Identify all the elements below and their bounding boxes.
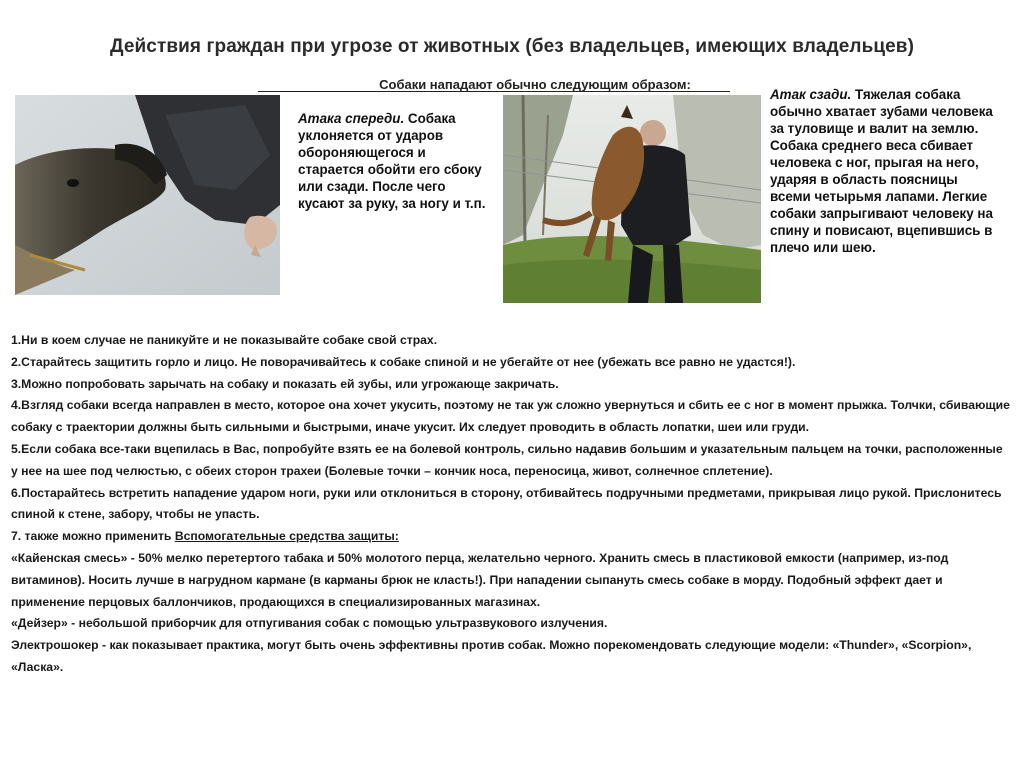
instructions-body: [11, 330, 1011, 679]
rule-3: 3.Можно попробовать зарычать на собаку и показать ей зубы, или угрожающе закричать.: [11, 376, 559, 391]
subtitle: Собаки нападают обычно следующим образом:: [379, 77, 691, 92]
back-attack-caption: [770, 86, 1000, 256]
front-attack-text: Собака уклоняется от ударов обороняющегося и старается обойти его сбоку или сзади. После чего кусают за руку, за ногу и т.п.: [298, 111, 486, 211]
extra-cayenne: «Кайенская смесь» - 50% мелко перетертого табака и 50% молотого перца, желательно черного. Хранить смесь в пластиковой емкости (например, из-под витаминов). Носить лучше в нагрудном кармане (в карманы брюк не класть!). При нападении сыпануть смесь собаке в морду. Подобный эффект дает и применение перцовых баллончиков, продающихся в специализированных магазинах.: [11, 550, 949, 609]
back-attack-heading: Атак сзади.: [770, 87, 852, 102]
dog-biting-arm-photo: [15, 95, 280, 295]
rule-7: [11, 526, 1011, 548]
page-title: Действия граждан при угрозе от животных (без владельцев, имеющих владельцев): [109, 36, 915, 57]
rule-4: 4.Взгляд собаки всегда направлен в место, которое она хочет укусить, поэтому не так уж сложно увернуться и сбить ее с ног в момент прыжка. Толчки, сбивающие собаку с траектории должны быть сильными и быстрыми, иначе укусит. Их следует проводить в область лопатки, шеи или груди.: [11, 398, 1010, 435]
rule-1: 1.Ни в коем случае не паникуйте и не показывайте собаке свой страх.: [11, 333, 438, 347]
dog-jumping-on-man-photo: [503, 95, 761, 303]
rule-5: 5.Если собака все-таки вцепилась в Вас, попробуйте взять ее на болевой контроль, сильно надавив большим и указательным пальцем на точки, расположенные у нее на шее под челюстью, с обеих сторон трахеи (Болевые точки – кончик носа, переносица, живот, солнечное сплетение).: [11, 441, 1003, 478]
rule-6: 6.Постарайтесь встретить нападение ударом ноги, руки или отклониться в сторону, отбивайтесь подручными предметами, прикрывая лицо рукой. Прислонитесь спиной к стене, забору, чтобы не упасть.: [11, 485, 1002, 522]
extra-stun-gun: Электрошокер - как показывает практика, могут быть очень эффективны против собак. Можно порекомендовать следующие модели: «Thunder», «Scorpion», «Ласка».: [11, 638, 972, 674]
front-attack-heading: Атака спереди.: [298, 111, 405, 126]
extra-dazer: «Дейзер» - небольшой приборчик для отпугивания собак с помощью ультразвукового излучения.: [11, 616, 608, 631]
rule-2: 2.Старайтесь защитить горло и лицо. Не поворачивайтесь к собаке спиной и не убегайте от нее (убежать все равно не удастся!).: [11, 354, 796, 369]
back-attack-text: Тяжелая собака обычно хватает зубами человека за туловище и валит на землю. Собака среднего веса сбивает человека с ног, прыгая на него, ударяя в область поясницы всеми четырьмя лапами. Легкие собаки запрыгивают человеку на спину и повисают, вцепившись в плечо или шею.: [770, 87, 993, 255]
rule-7-prefix: 7. также можно применить: [11, 529, 175, 544]
rule-7-underlined: Вспомогательные средства защиты:: [174, 529, 399, 544]
front-attack-caption: [298, 110, 494, 212]
